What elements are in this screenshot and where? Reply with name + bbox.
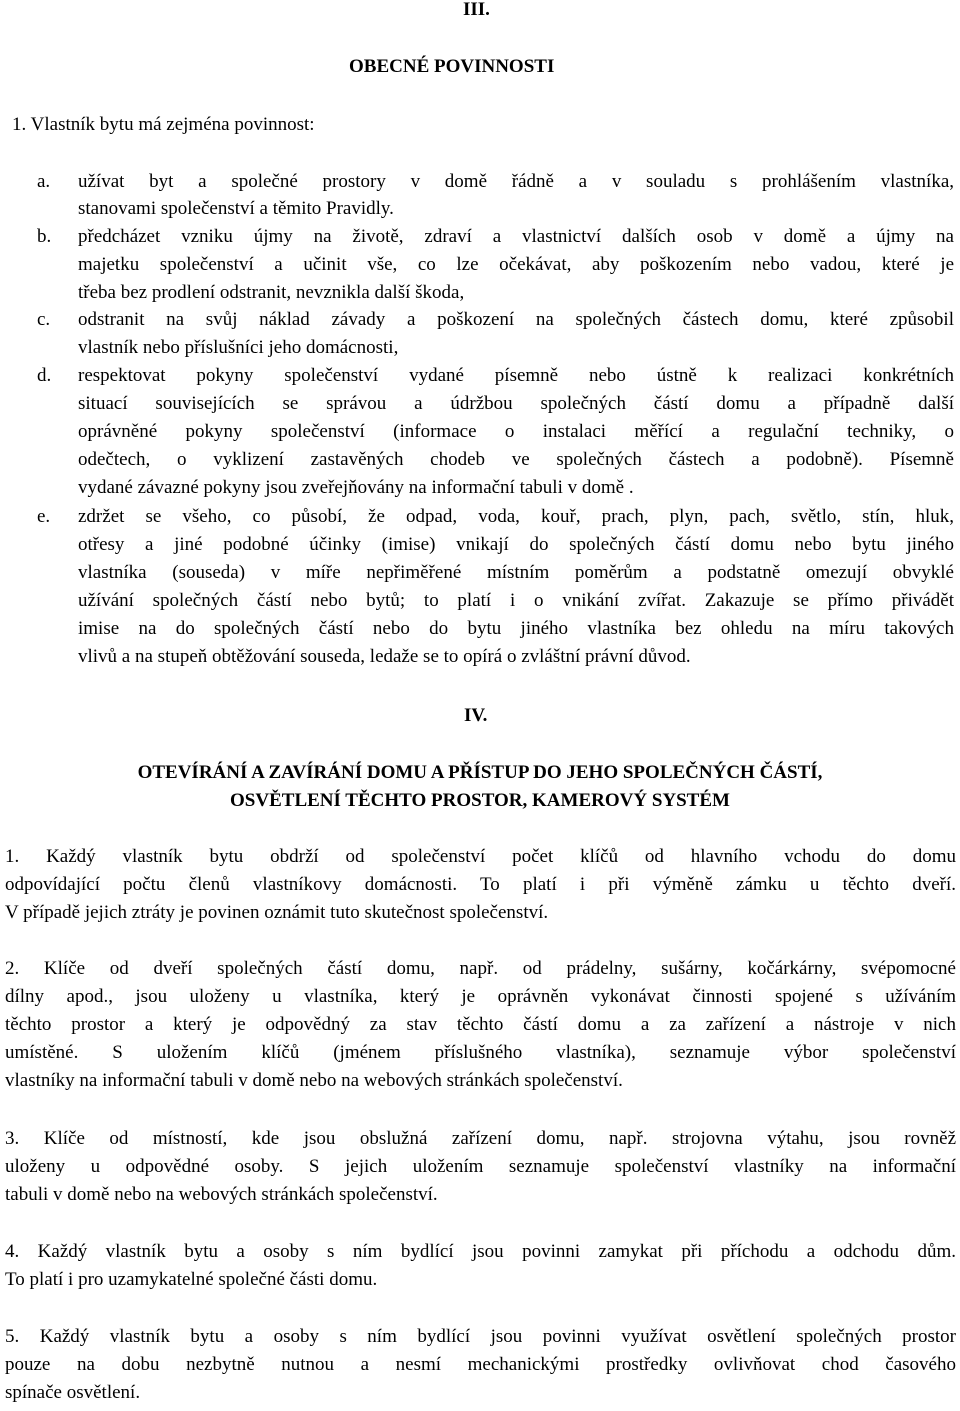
- item-e-line: zdržet se všeho, co působí, že odpad, voda, kouř, prach, plyn, pach, světlo, stín, hluk,: [78, 506, 954, 527]
- item-d-line: respektovat pokyny společenství vydané písemně nebo ústně k realizaci konkrétních: [78, 365, 954, 386]
- item-d-line: odečtech, o vyklizení zastavěných chodeb ve společných částech a podobně). Písemně: [78, 449, 954, 470]
- section-title-line: OSVĚTLENÍ TĚCHTO PROSTOR, KAMEROVÝ SYSTÉM: [230, 790, 730, 811]
- paragraph-3-line: tabuli v domě nebo na webových stránkách společenství.: [5, 1184, 438, 1205]
- item-e-line: imise na do společných částí nebo do bytu jiného vlastníka bez ohledu na míru takových: [78, 618, 954, 639]
- item-c-line: vlastník nebo příslušníci jeho domácnosti,: [78, 337, 399, 358]
- item-e-line: otřesy a jiné podobné účinky (imise) vnikají do společných částí domu nebo bytu jiného: [78, 534, 954, 555]
- paragraph-5-line: pouze na dobu nezbytně nutnou a nesmí mechanickými prostředky ovlivňovat chod časového: [5, 1354, 956, 1375]
- paragraph-4-line: To platí i pro uzamykatelné společné části domu.: [5, 1269, 378, 1290]
- paragraph-3-line: uloženy u odpovědné osoby. S jejich uložením seznamuje společenství vlastníky na informační: [5, 1156, 956, 1177]
- paragraph-2-line: vlastníky na informační tabuli v domě nebo na webových stránkách společenství.: [5, 1070, 623, 1091]
- paragraph-1-line: odpovídající počtu členů vlastníkovy domácnosti. To platí i při výměně zámku u těchto dveří.: [5, 874, 956, 895]
- section-title-line: OTEVÍRÁNÍ A ZAVÍRÁNÍ DOMU A PŘÍSTUP DO JEHO SPOLEČNÝCH ČÁSTÍ,: [137, 762, 823, 783]
- item-label-a: a.: [37, 171, 51, 192]
- item-c-line: odstranit na svůj náklad závady a poškození na společných částech domu, které způsobil: [78, 309, 954, 330]
- item-a-line: stanovami společenství a těmito Pravidly.: [78, 198, 394, 219]
- item-d-line: vydané závazné pokyny jsou zveřejňovány na informační tabuli v domě .: [78, 477, 634, 498]
- item-label-d: d.: [37, 365, 52, 386]
- item-b-line: předcházet vzniku újmy na životě, zdraví a vlastnictví dalších osob v domě a újmy na: [78, 226, 954, 247]
- item-label-c: c.: [37, 309, 51, 330]
- paragraph-1-line: V případě jejich ztráty je povinen oznámit tuto skutečnost společenství.: [5, 902, 549, 923]
- section-title-obecne-povinnosti: OBECNÉ POVINNOSTI: [349, 56, 555, 77]
- paragraph-2-line: umístěné. S uložením klíčů (jménem příslušného vlastníka), seznamuje výbor společenství: [5, 1042, 956, 1063]
- paragraph-3-line: 3. Klíče od místností, kde jsou obslužná zařízení domu, např. strojovna výtahu, jsou rovněž: [5, 1128, 956, 1149]
- item-d-line: situací souvisejících se správou a údržbou společných částí domu a případně další: [78, 393, 954, 414]
- paragraph-2-line: dílny apod., jsou uloženy u vlastníka, který je oprávněn vykonávat činnosti spojené s užíváním: [5, 986, 956, 1007]
- paragraph-2-line: těchto prostor a který je odpovědný za stav těchto částí domu a za zařízení a nástroje v nich: [5, 1014, 956, 1035]
- item-e-line: vlastníka (souseda) v míře nepřiměřené místním poměrům a podstatně omezují obvyklé: [78, 562, 954, 583]
- intro-text: 1. Vlastník bytu má zejména povinnost:: [12, 114, 315, 135]
- item-label-b: b.: [37, 226, 52, 247]
- paragraph-2-line: 2. Klíče od dveří společných částí domu, např. od prádelny, sušárny, kočárkárny, svépomocné: [5, 958, 956, 979]
- section-number-iii: III.: [463, 0, 490, 20]
- item-a-line: užívat byt a společné prostory v domě řádně a v souladu s prohlášením vlastníka,: [78, 171, 954, 192]
- item-label-e: e.: [37, 506, 51, 527]
- item-e-line: vlivů a na stupeň obtěžování souseda, ledaže se to opírá o zvláštní právní důvod.: [78, 646, 691, 667]
- item-d-line: oprávněné pokyny společenství (informace o instalaci měřící a regulační techniky, o: [78, 421, 954, 442]
- paragraph-1-line: 1. Každý vlastník bytu obdrží od společenství počet klíčů od hlavního vchodu do domu: [5, 846, 956, 867]
- item-b-line: majetku společenství a učinit vše, co lze očekávat, aby poškozením nebo vadou, které je: [78, 254, 954, 275]
- item-b-line: třeba bez prodlení odstranit, nevznikla další škoda,: [78, 282, 465, 303]
- paragraph-5-line: 5. Každý vlastník bytu a osoby s ním bydlící jsou povinni využívat osvětlení společných prostor: [5, 1326, 956, 1347]
- paragraph-5-line: spínače osvětlení.: [5, 1382, 141, 1403]
- item-e-line: užívání společných částí nebo bytů; to platí i o vnikání zvířat. Zakazuje se přímo přivádět: [78, 590, 954, 611]
- paragraph-4-line: 4. Každý vlastník bytu a osoby s ním bydlící jsou povinni zamykat při příchodu a odchodu dům.: [5, 1241, 956, 1262]
- section-number-iv: IV.: [464, 705, 488, 726]
